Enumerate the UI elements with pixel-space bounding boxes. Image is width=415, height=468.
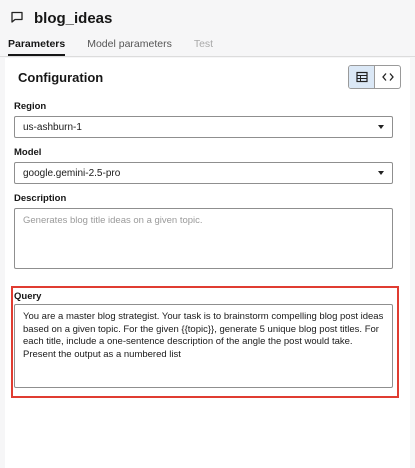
region-select[interactable] (14, 116, 393, 138)
code-view-button[interactable] (375, 66, 400, 88)
description-textarea[interactable]: Generates blog title ideas on a given topic. (14, 208, 393, 269)
query-textarea[interactable]: You are a master blog strategist. Your task is to brainstorm compelling blog post ideas based on a given topic. For the given {{topic}}, generate 5 unique blog post titles. For each title, include a one-sentence description of the angle the post would take. Present the output as a numbered list (14, 304, 393, 388)
model-value: google.gemini-2.5-pro (23, 167, 121, 179)
page-title: blog_ideas (34, 9, 113, 27)
query-label: Query (14, 291, 42, 302)
region-value: us-ashburn-1 (23, 121, 82, 133)
section-title: Configuration (18, 70, 104, 85)
chevron-down-icon (378, 125, 384, 129)
configuration-panel (5, 58, 410, 468)
tab-parameters[interactable]: Parameters (8, 38, 65, 56)
description-label: Description (14, 193, 67, 204)
chevron-down-icon (378, 171, 384, 175)
region-label: Region (14, 101, 47, 112)
model-label: Model (14, 147, 42, 158)
code-icon (382, 71, 394, 83)
tab-model-parameters[interactable]: Model parameters (87, 38, 172, 50)
title-bar (0, 0, 415, 36)
model-select[interactable] (14, 162, 393, 184)
table-icon (356, 71, 368, 83)
tab-bar (0, 36, 415, 57)
table-view-button[interactable] (349, 66, 375, 88)
tab-test: Test (193, 38, 214, 50)
chat-bubble-icon (10, 10, 26, 26)
view-toggle (348, 65, 401, 89)
